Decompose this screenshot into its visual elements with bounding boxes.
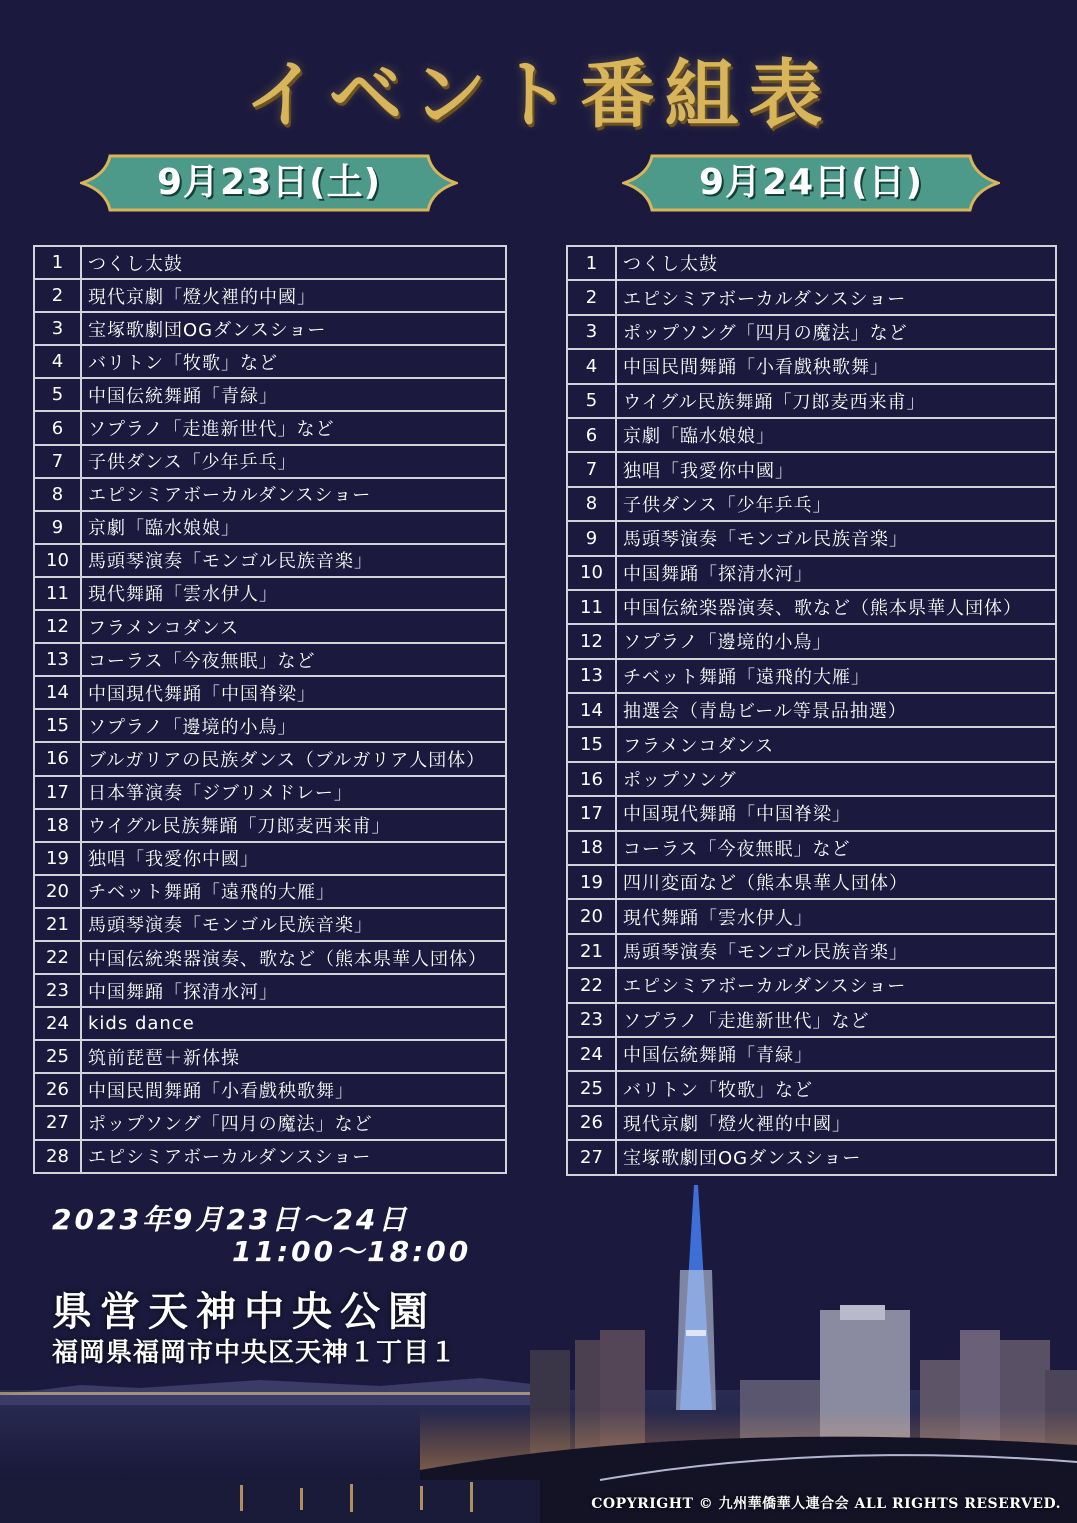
program-name: 馬頭琴演奏「モンゴル民族音楽」 [616,934,1056,968]
program-name: 現代舞踊「雲水伊人」 [81,577,506,610]
program-number: 27 [34,1106,81,1139]
program-number: 24 [34,1007,81,1040]
schedule-row [567,693,1056,727]
program-name: フラメンコダンス [616,727,1056,761]
program-number: 13 [567,659,616,693]
program-name: 中国伝統舞踊「青緑」 [81,378,506,411]
program-number: 21 [34,908,81,941]
program-number: 25 [34,1040,81,1073]
schedule-row [567,315,1056,349]
program-name: kids dance [81,1007,506,1040]
program-number: 1 [34,246,81,279]
program-name: ソプラノ「邊境的小鳥」 [81,709,506,742]
program-name: ポップソング「四月の魔法」など [616,315,1056,349]
schedule-row [34,676,506,709]
program-number: 7 [567,452,616,486]
program-name: 独唱「我愛你中國」 [81,842,506,875]
program-number: 17 [567,796,616,830]
schedule-row [567,1071,1056,1105]
schedule-row [34,345,506,378]
schedule-row [34,742,506,775]
schedule-row [34,378,506,411]
program-name: 中国現代舞踊「中国脊梁」 [81,676,506,709]
event-address: 福岡県福岡市中央区天神１丁目１ [52,1338,458,1368]
schedule-row [34,1007,506,1040]
schedule-row [567,659,1056,693]
program-name: 宝塚歌劇団OGダンスショー [81,312,506,345]
program-name: ブルガリアの民族ダンス（ブルガリア人団体） [81,742,506,775]
program-name: 現代舞踊「雲水伊人」 [616,899,1056,933]
schedule-row [34,1140,506,1173]
schedule-row [34,875,506,908]
schedule-row [34,478,506,511]
program-number: 26 [34,1073,81,1106]
program-name: 京劇「臨水娘娘」 [616,418,1056,452]
schedule-row [34,709,506,742]
program-name: 抽選会（青島ビール等景品抽選） [616,693,1056,727]
event-date: 2023年9月23日～24日 [52,1203,410,1236]
event-venue: 県営天神中央公園 [52,1289,436,1335]
schedule-row [34,411,506,444]
program-number: 5 [567,384,616,418]
schedule-row [34,445,506,478]
schedule-row [34,610,506,643]
schedule-row [34,511,506,544]
program-name: チベット舞踊「遠飛的大雁」 [616,659,1056,693]
program-number: 4 [567,349,616,383]
program-number: 10 [567,556,616,590]
day2-schedule-table [566,245,1057,1176]
program-number: 10 [34,544,81,577]
program-name: 中国舞踊「探清水河」 [81,974,506,1007]
program-number: 22 [567,968,616,1002]
program-name: コーラス「今夜無眠」など [81,643,506,676]
program-name: エピシミアボーカルダンスショー [81,478,506,511]
program-name: フラメンコダンス [81,610,506,643]
program-number: 3 [567,315,616,349]
program-name: ポップソング [616,762,1056,796]
program-number: 14 [34,676,81,709]
program-name: 宝塚歌劇団OGダンスショー [616,1140,1056,1174]
program-name: つくし太鼓 [616,246,1056,280]
program-number: 20 [34,875,81,908]
program-number: 7 [34,445,81,478]
schedule-row [567,1140,1056,1174]
copyright-notice: COPYRIGHT © 九州華僑華人連合会 ALL RIGHTS RESERVED. [591,1496,1061,1512]
schedule-row [567,246,1056,280]
program-number: 9 [34,511,81,544]
day1-banner [80,153,458,213]
program-number: 5 [34,378,81,411]
schedule-row [567,452,1056,486]
day2-banner [622,153,1000,213]
schedule-row [34,842,506,875]
schedule-row [34,1040,506,1073]
program-name: 京劇「臨水娘娘」 [81,511,506,544]
program-number: 18 [567,831,616,865]
program-name: ソプラノ「邊境的小鳥」 [616,624,1056,658]
program-name: 独唱「我愛你中國」 [616,452,1056,486]
program-number: 8 [34,478,81,511]
program-number: 20 [567,899,616,933]
schedule-row [34,246,506,279]
program-name: 現代京劇「燈火裡的中國」 [81,279,506,312]
program-name: 中国舞踊「探清水河」 [616,556,1056,590]
page-title: イベント番組表 [244,52,833,138]
schedule-row [34,312,506,345]
program-number: 12 [567,624,616,658]
program-number: 16 [567,762,616,796]
schedule-row [567,590,1056,624]
schedule-row [567,865,1056,899]
program-number: 3 [34,312,81,345]
program-name: 筑前琵琶＋新体操 [81,1040,506,1073]
program-number: 8 [567,487,616,521]
schedule-row [567,521,1056,555]
program-name: ウイグル民族舞踊「刀郎麦西来甫」 [616,384,1056,418]
program-number: 14 [567,693,616,727]
program-number: 16 [34,742,81,775]
program-name: エピシミアボーカルダンスショー [616,280,1056,314]
program-name: 中国現代舞踊「中国脊梁」 [616,796,1056,830]
program-name: 子供ダンス「少年乒乓」 [616,487,1056,521]
program-name: 馬頭琴演奏「モンゴル民族音楽」 [616,521,1056,555]
program-number: 25 [567,1071,616,1105]
program-number: 17 [34,776,81,809]
program-name: 中国伝統楽器演奏、歌など（熊本県華人団体） [81,941,506,974]
program-name: 中国伝統楽器演奏、歌など（熊本県華人団体） [616,590,1056,624]
schedule-row [567,384,1056,418]
schedule-row [567,349,1056,383]
program-number: 23 [567,1003,616,1037]
schedule-row [34,643,506,676]
program-number: 21 [567,934,616,968]
program-number: 11 [567,590,616,624]
schedule-row [567,796,1056,830]
schedule-row [567,899,1056,933]
program-number: 18 [34,809,81,842]
schedule-row [34,1073,506,1106]
program-number: 19 [567,865,616,899]
program-number: 13 [34,643,81,676]
program-name: 四川変面など（熊本県華人団体） [616,865,1056,899]
schedule-row [567,1003,1056,1037]
schedule-row [567,280,1056,314]
program-name: 現代京劇「燈火裡的中國」 [616,1106,1056,1140]
schedule-row [567,934,1056,968]
program-number: 26 [567,1106,616,1140]
schedule-row [34,544,506,577]
schedule-row [567,1037,1056,1071]
program-number: 27 [567,1140,616,1174]
schedule-row [34,279,506,312]
program-name: 馬頭琴演奏「モンゴル民族音楽」 [81,908,506,941]
schedule-row [567,487,1056,521]
schedule-row [34,776,506,809]
program-number: 6 [34,411,81,444]
schedule-row [34,809,506,842]
program-name: つくし太鼓 [81,246,506,279]
program-name: エピシミアボーカルダンスショー [616,968,1056,1002]
program-name: 日本箏演奏「ジブリメドレー」 [81,776,506,809]
program-number: 1 [567,246,616,280]
program-number: 9 [567,521,616,555]
program-name: 中国伝統舞踊「青緑」 [616,1037,1056,1071]
schedule-row [567,831,1056,865]
program-name: 中国民間舞踊「小看戲秧歌舞」 [81,1073,506,1106]
program-number: 23 [34,974,81,1007]
schedule-row [567,1106,1056,1140]
program-name: ウイグル民族舞踊「刀郎麦西来甫」 [81,809,506,842]
schedule-row [34,577,506,610]
program-number: 15 [567,727,616,761]
program-name: ソプラノ「走進新世代」など [616,1003,1056,1037]
schedule-row [567,418,1056,452]
schedule-row [567,624,1056,658]
event-time: 11:00～18:00 [232,1235,472,1268]
program-name: 子供ダンス「少年乒乓」 [81,445,506,478]
program-number: 11 [34,577,81,610]
schedule-row [34,974,506,1007]
program-number: 19 [34,842,81,875]
program-number: 2 [567,280,616,314]
program-name: 馬頭琴演奏「モンゴル民族音楽」 [81,544,506,577]
schedule-row [567,727,1056,761]
program-number: 24 [567,1037,616,1071]
program-number: 6 [567,418,616,452]
program-number: 22 [34,941,81,974]
program-name: バリトン「牧歌」など [81,345,506,378]
day2-label: 9月24日(日) [698,162,924,203]
schedule-row [567,968,1056,1002]
program-name: チベット舞踊「遠飛的大雁」 [81,875,506,908]
program-name: ポップソング「四月の魔法」など [81,1106,506,1139]
schedule-row [567,556,1056,590]
program-number: 12 [34,610,81,643]
program-number: 15 [34,709,81,742]
program-name: コーラス「今夜無眠」など [616,831,1056,865]
program-number: 28 [34,1140,81,1173]
program-number: 2 [34,279,81,312]
schedule-row [34,1106,506,1139]
schedule-row [567,762,1056,796]
day1-label: 9月23日(土) [156,162,382,203]
day1-schedule-table [33,245,507,1174]
program-name: ソプラノ「走進新世代」など [81,411,506,444]
program-number: 4 [34,345,81,378]
schedule-row [34,941,506,974]
program-name: バリトン「牧歌」など [616,1071,1056,1105]
program-name: エピシミアボーカルダンスショー [81,1140,506,1173]
program-name: 中国民間舞踊「小看戲秧歌舞」 [616,349,1056,383]
schedule-row [34,908,506,941]
